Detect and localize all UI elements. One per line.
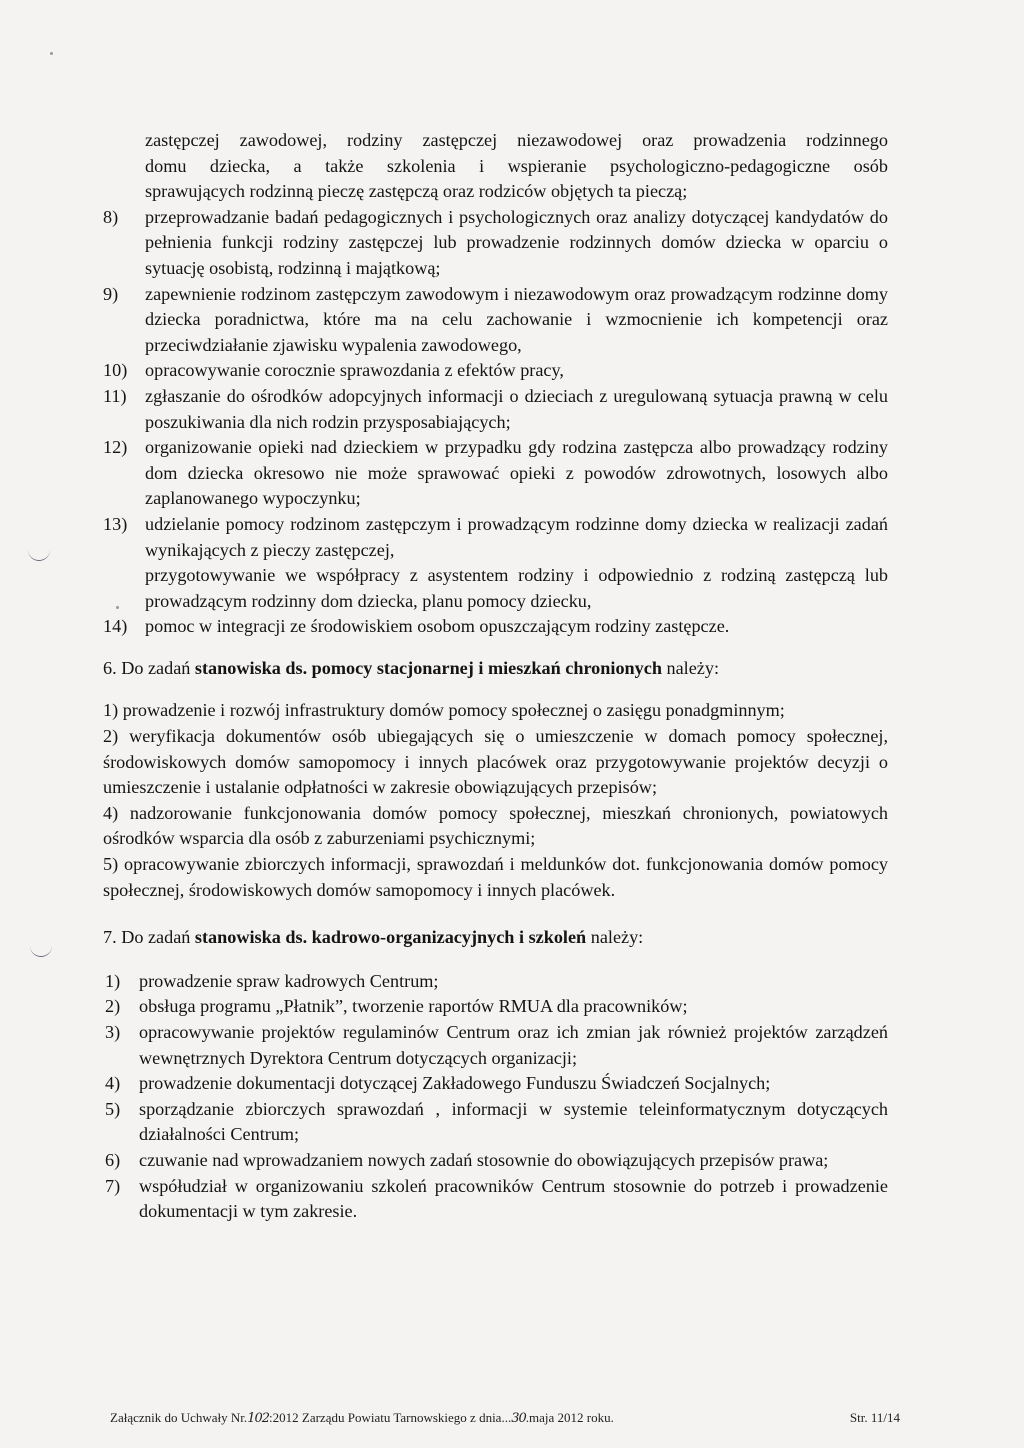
text-line: domu dziecka, a także szkolenia i wspieranie psychologiczno-pedagogiczne osób: [145, 155, 888, 176]
heading-bold: stanowiska ds. kadrowo-organizacyjnych i szkoleń: [194, 927, 587, 948]
item-number: 13): [103, 513, 128, 534]
item-number: 12): [103, 437, 128, 458]
list-item: [105, 1071, 888, 1097]
intro-paragraph: [103, 128, 888, 205]
list-item: [103, 512, 888, 563]
list-item: [103, 614, 888, 640]
footer-text: .maja 2012 roku.: [525, 1410, 614, 1425]
heading-prefix: 6. Do zadań: [103, 657, 195, 678]
item-number: 1): [105, 970, 121, 991]
document-body: [103, 128, 888, 1225]
heading-bold: stanowiska ds. pomocy stacjonarnej i mieszkań chronionych: [194, 657, 662, 678]
page-footer: [110, 1410, 900, 1426]
list-item: 5) opracowywanie zbiorczych informacji, sprawozdań i meldunków dot. funkcjonowania domów pomocy społecznej, środowiskowych domów samopomocy i innych placówek.: [103, 854, 888, 900]
list-item: [105, 1148, 888, 1174]
item-text: obsługa programu „Płatnik”, tworzenie raportów RMUA dla pracowników;: [139, 996, 688, 1017]
list-item: [105, 1097, 888, 1148]
list-8-13: [103, 205, 888, 640]
list-item: [103, 435, 888, 512]
list-item-continuation: przygotowywanie we współpracy z asystentem rodziny i odpowiednio z rodziną zastępczą lub prowadzącym rodzinny dom dziecka, planu pomocy dziecku,: [145, 565, 888, 611]
page-number: Str. 11/14: [849, 1410, 900, 1425]
item-number: 4): [105, 1073, 121, 1094]
item-text: organizowanie opieki nad dzieckiem w przypadku gdy rodzina zastępcza albo prowadzący rodziny dom dziecka okresowo nie może sprawować opieki z powodów zdrowotnych, losowych albo zaplanowanego wypoczynku;: [145, 437, 888, 509]
handwritten-number: 102: [247, 1411, 270, 1426]
footer-attachment-note: [110, 1410, 614, 1426]
footer-text: :2012 Zarządu Powiatu Tarnowskiego z dnia...: [269, 1410, 512, 1425]
item-text: zgłaszanie do ośrodków adopcyjnych informacji o dzieciach z uregulowaną sytuacja prawną w celu poszukiwania dla nich rodzin przysposabiających;: [145, 385, 888, 432]
list-item: [105, 994, 888, 1020]
item-number: 7): [105, 1175, 121, 1196]
scan-speck: [50, 52, 53, 55]
margin-pencil-mark: [30, 944, 52, 957]
list-item: [105, 1174, 888, 1225]
list-item: [105, 969, 888, 995]
item-text: przeprowadzanie badań pedagogicznych i psychologicznych oraz analizy dotyczącej kandydatów do pełnienia funkcji rodziny zastępczej lub prowadzenie rodzinnych domów dziecka w oparciu o sytuację osobistą, rodzinną i majątkową;: [145, 206, 888, 278]
section-7-list: [103, 969, 888, 1225]
item-text: zapewnienie rodzinom zastępczym zawodowym i niezawodowym oraz prowadzącym rodzinne domy dziecka poradnictwa, które ma na celu zachowanie i wzmocnienie ich kompetencji oraz przeciwdziałanie zjawisku wypalenia zawodowego,: [145, 283, 888, 355]
item-text: prowadzenie dokumentacji dotyczącej Zakładowego Funduszu Świadczeń Socjalnych;: [139, 1073, 771, 1094]
item-text: czuwanie nad wprowadzaniem nowych zadań stosownie do obowiązujących przepisów prawa;: [139, 1149, 829, 1170]
item-text: opracowywanie corocznie sprawozdania z efektów pracy,: [145, 360, 564, 381]
list-item: [103, 358, 888, 384]
list-item: [103, 282, 888, 359]
handwritten-day: 30: [511, 1411, 526, 1426]
heading-suffix: należy:: [661, 657, 719, 678]
item-number: 10): [103, 360, 128, 381]
list-item: 1) prowadzenie i rozwój infrastruktury domów pomocy społecznej o zasięgu ponadgminnym;: [103, 700, 785, 721]
section-7-heading: [103, 925, 888, 951]
item-number: 6): [105, 1149, 121, 1170]
item-number: 9): [103, 283, 119, 304]
item-text: sporządzanie zbiorczych sprawozdań , informacji w systemie teleinformatycznym dotyczących działalności Centrum;: [139, 1098, 888, 1145]
item-text: udzielanie pomocy rodzinom zastępczym i prowadzącym rodzinne domy dziecka w realizacji zadań wynikających z pieczy zastępczej,: [145, 513, 888, 560]
item-text: pomoc w integracji ze środowiskiem osobom opuszczającym rodziny zastępcze.: [145, 616, 730, 637]
list-item: [103, 205, 888, 282]
text-line: sprawujących rodzinną pieczę zastępczą oraz rodziców objętych ta pieczą;: [145, 181, 688, 202]
item-text: opracowywanie projektów regulaminów Centrum oraz ich zmian jak również projektów zarządzeń wewnętrznych Dyrektora Centrum dotyczących organizacji;: [139, 1022, 888, 1068]
list-item: [103, 384, 888, 435]
list-item: 2) weryfikacja dokumentów osób ubiegających się o umieszczenie w domach pomocy społecznej, środowiskowych domów samopomocy i innych placówek oraz przygotowywanie projektów decyzji o umieszczenie i ustalanie odpłatności w zakresie obowiązujących przepisów;: [103, 726, 888, 798]
section-6-heading: [103, 656, 888, 682]
footer-text: Załącznik do Uchwały Nr.: [110, 1410, 248, 1425]
item-text: współudział w organizowaniu szkoleń pracowników Centrum stosownie do potrzeb i prowadzenie dokumentacji w tym zakresie.: [139, 1175, 888, 1222]
list-item: [105, 1020, 888, 1071]
item-number: 14): [103, 616, 128, 637]
heading-prefix: 7. Do zadań: [103, 927, 195, 948]
item-number: 5): [105, 1098, 121, 1119]
heading-suffix: należy:: [586, 927, 644, 948]
text-line: zastępczej zawodowej, rodziny zastępczej niezawodowej oraz prowadzenia rodzinnego: [145, 130, 888, 150]
section-6-list: [103, 698, 888, 903]
margin-pencil-mark: [28, 548, 50, 561]
item-number: 8): [103, 206, 119, 227]
item-text: prowadzenie spraw kadrowych Centrum;: [139, 970, 439, 991]
item-number: 3): [105, 1022, 121, 1042]
item-number: 2): [105, 996, 121, 1017]
item-number: 11): [103, 385, 127, 406]
list-item: 4) nadzorowanie funkcjonowania domów pomocy społecznej, mieszkań chronionych, powiatowych ośrodków wsparcia dla osób z zaburzeniami psychicznymi;: [103, 802, 888, 849]
